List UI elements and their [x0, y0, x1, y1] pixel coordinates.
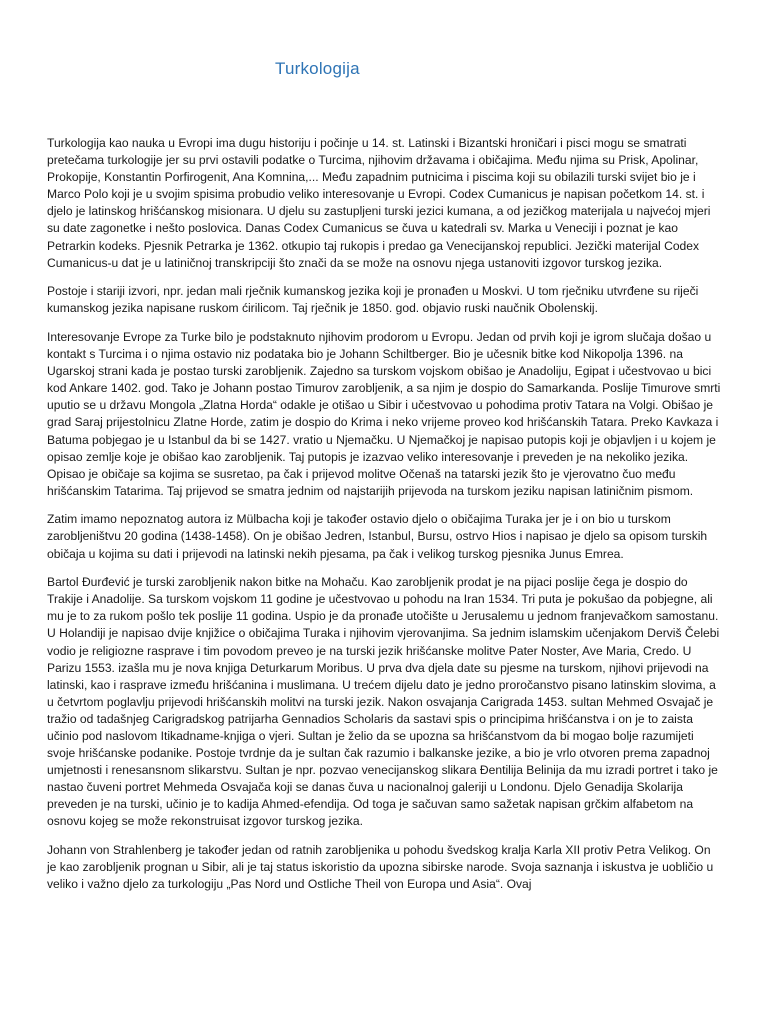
- paragraph: Turkologija kao nauka u Evropi ima dugu historiju i počinje u 14. st. Latinski i Bizantski hroničari i pisci mogu se smatrati pretečama turkologije jer su prvi ostavili podatke o Turcima, njihovim državama i običajima. Među njima su Prisk, Apolinar, Prokopije, Konstantin Porfirogenit, Ana Komnina,... Među zapadnim putnicima i piscima koji su obilazili turski svijet bio je i Marco Polo koji je u svojim spisima probudio veliko interesovanje u Evropi. Codex Cumanicus je napisan početkom 14. st. i djelo je latinskog hrišćanskog misionara. U djelu su zastupljeni turski jezici kumana, a od jezičkog materijala u najvećoj mjeri su date zagonetke i nešto poslovica. Danas Codex Cumanicus se čuva u katedrali sv. Marka u Veneciji i poznat je kao Petrarkin kodeks. Pjesnik Petrarka je 1362. otkupio taj rukopis i predao ga Venecijanskoj republici. Jezički materijal Codex Cumanicus-u dat je u latiničnoj transkripciji što znači da se može na osnovu njega ustanoviti izgovor turskog jezika.: [47, 136, 711, 270]
- document-body: [47, 135, 723, 905]
- paragraph: Interesovanje Evrope za Turke bilo je podstaknuto njihovim prodorom u Evropu. Jedan od prvih koji je igrom slučaja došao u kontakt s Turcima i o njima ostavio niz podataka bio je Johann Schiltberger. Bio je učesnik bitke kod Nikopolja 1396. na Ugarskoj strani kada je postao turski zarobljenik. Zajedno sa turskom vojskom obišao je Anadoliju, Egipat i učestvovao u bici kod Ankare 1402. god. Tako je Johann postao Timurov zarobljenik, a sa njim je dospio do Samarkanda. Poslije Timurove smrti uputio se u državu Mongola „Zlatna Horda“ odakle je otišao u Sibir i učestvovao u pohodima protiv Tatara na Volgi. Obišao je grad Saraj prijestolnicu Zlatne Horde, zatim je dospio do Krima i neko vrijeme proveo kod hrišćanskih Tatara. Preko Kavkaza i Batuma pobjegao je u Istanbul da bi se 1427. vratio u Njemačku. U Njemačkoj je napisao putopis koji je objavljen i u kojem je opisao zemlje koje je obišao kao zarobljenik. Taj putopis je izazvao veliko interesovanje i preveden je na nekoliko jezika. Opisao je običaje sa kojima se susretao, pa čak i prijevod molitve Očenaš na tatarski jezik što je vjerovatno čuo među hrišćanskim Tatarima. Taj prijevod se smatra jednim od najstarijih prijevoda na turskom jeziku napisan latiničnim pismom.: [47, 329, 721, 498]
- paragraph: Johann von Strahlenberg je također jedan od ratnih zarobljenika u pohodu švedskog kralja Karla XII protiv Petra Velikog. On je kao zarobljenik prognan u Sibir, ali je taj status iskoristio da upozna sibirske narode. Svoja saznanja i iskustva je uobličio u veliko i važno djelo za turkologiju „Pas Nord und Ostliche Theil von Europa und Asia“. Ovaj: [47, 843, 714, 892]
- document-title: Turkologija: [275, 59, 360, 78]
- paragraph: Bartol Đurđević je turski zarobljenik nakon bitke na Mohaču. Kao zarobljenik prodat je na pijaci poslije čega je dospio do Trakije i Anadolije. Sa turskom vojskom 11 godine je učestvovao u pohodu na Iran 1534. Tri puta je pokušao da pobjegne, ali mu je to za rukom pošlo tek poslije 11 godina. Uspio je da pronađe utočište u Jerusalemu u jednom franjevačkom samostanu. U Holandiji je napisao dvije knjižice o običajima Turaka i njihovim vjerovanjima. Sa jednim islamskim učenjakom Derviš Čelebi vodio je religiozne rasprave i tim povodom preveo je na turski jezik hrišćanske molitve Pater Noster, Ave Maria, Credo. U Parizu 1553. izašla mu je nova knjiga Deturkarum Moribus. U prva dva djela date su pjesme na turskom, njihovi prijevodi na latinski, kao i rasprave između hrišćanina i muslimana. U trećem dijelu dato je jedno proročanstvo pisano latinskim slovima, a u četvrtom poglavlju prijevodi hrišćanskih molitvi na turski jezik. Nakon osvajanja Carigrada 1453. sultan Mehmed Osvajač je tražio od tadašnjeg Carigradskog patrijarha Gennadios Scholaris da sastavi spis o principima hrišćanstva i on je to zaista učinio pod naslovom Itikadname-knjiga o vjeri. Sultan je želio da se upozna sa hrišćanstvom da bi mogao bolje razumijeti svoje hrišćanske podanike. Postoje tvrdnje da je sultan čak razumio i balkanske jezike, a bio je vrlo otvoren prema zapadnoj umjetnosti i renesansnom slikarstvu. Sultan je npr. pozvao venecijanskog slikara Đentilija Belinija da mu izradi portret i tako je nastao čuveni portret Mehmeda Osvajača koji se danas čuva u nacionalnoj galeriji u Londonu. Djelo Genadija Skolarija preveden je na turski, učinio je to kadija Ahmed-efendija. Od toga je sačuvan samo sažetak napisan grčkim alfabetom na osnovu kojeg se može rekonstruisat izgovor turskog jezika.: [47, 575, 720, 829]
- paragraph: Zatim imamo nepoznatog autora iz Mülbacha koji je također ostavio djelo o običajima Turaka jer je i on bio u turskom zarobljeništvu 20 godina (1438-1458). On je obišao Jedren, Istanbul, Bursu, ostrvo Hios i napisao je djelo sa opisom turskih običaja u kojima su dati i prijevodi na latinski nekih pjesama, pa čak i velikog turskog pjesnika Junus Emrea.: [47, 512, 708, 561]
- paragraph: Postoje i stariji izvori, npr. jedan mali rječnik kumanskog jezika koji je pronađen u Moskvi. U tom rječniku utvrđene su riječi kumanskog jezika napisane ruskom ćirilicom. Taj rječnik je 1850. god. objavio ruski naučnik Obolenskij.: [47, 284, 699, 316]
